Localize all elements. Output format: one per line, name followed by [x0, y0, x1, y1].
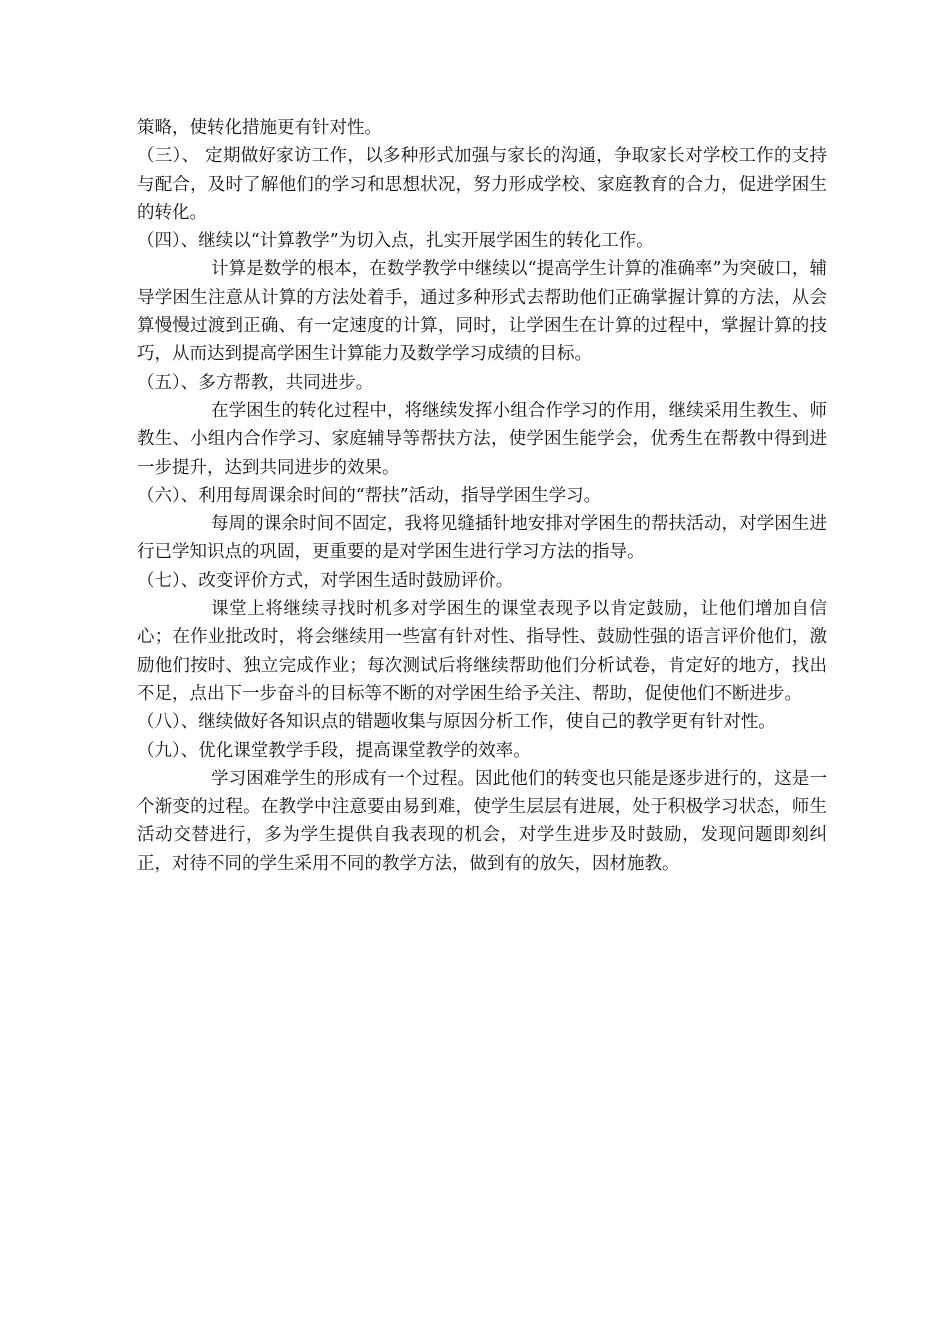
section-heading-5: （五）、多方帮教，共同进步。: [137, 372, 374, 393]
section-body-6: 每周的课余时间不固定，我将见缝插针地安排对学困生的帮扶活动，对学困生进行已学知识点的巩固，更重要的是对学困生进行学习方法的指导。: [137, 514, 827, 563]
section-heading-3: （三）、 定期做好家访工作，以多种形式加强与家长的沟通，争取家长对学校工作的支持与配合，及时了解他们的学习和思想状况，努力形成学校、家庭教育的合力，促进学困生的转化。: [137, 146, 827, 223]
section-heading-8: （八）、继续做好各知识点的错题收集与原因分析工作，使自己的教学更有针对性。: [137, 712, 776, 733]
section-heading-7: （七）、改变评价方式，对学困生适时鼓励评价。: [137, 570, 514, 591]
section-body-9: 学习困难学生的形成有一个过程。因此他们的转变也只能是逐步进行的，这是一个渐变的过程。在教学中注意要由易到难，使学生层层有进展，处于积极学习状态，师生活动交替进行，多为学生提供自我表现的机会，对学生进步及时鼓励，发现问题即刻纠正，对待不同的学生采用不同的教学方法，做到有的放矢，因材施教。: [137, 768, 827, 874]
section-body-7: 课堂上将继续寻找时机多对学困生的课堂表现予以肯定鼓励，让他们增加自信心；在作业批改时，将会继续用一些富有针对性、指导性、鼓励性强的语言评价他们，激励他们按时、独立完成作业；每次测试后将继续帮助他们分析试卷，肯定好的地方，找出不足，点出下一步奋斗的目标等不断的对学困生给予关注、帮助，促使他们不断进步。: [137, 599, 827, 704]
section-heading-9: （九）、优化课堂教学手段，提高课堂教学的效率。: [137, 740, 531, 761]
section-heading-4: （四）、继续以“计算教学”为切入点，扎实开展学困生的转化工作。: [137, 231, 654, 252]
document-body: [137, 114, 827, 878]
section-body-4: 计算是数学的根本，在数学教学中继续以“提高学生计算的准确率”为突破口，辅导学困生注意从计算的方法处着手，通过多种形式去帮助他们正确掌握计算的方法，从会算慢慢过渡到正确、有一定速度的计算，同时，让学困生在计算的过程中，掌握计算的技巧，从而达到提高学困生计算能力及数学学习成绩的目标。: [137, 259, 827, 365]
section-heading-6: （六）、利用每周课余时间的“帮扶”活动，指导学困生学习。: [137, 485, 602, 506]
section-body-5: 在学困生的转化过程中，将继续发挥小组合作学习的作用，继续采用生教生、师教生、小组内合作学习、家庭辅导等帮扶方法，使学困生能学会，优秀生在帮教中得到进一步提升，达到共同进步的效果。: [137, 400, 827, 478]
paragraph-continuation: 策略，使转化措施更有针对性。: [137, 118, 382, 138]
